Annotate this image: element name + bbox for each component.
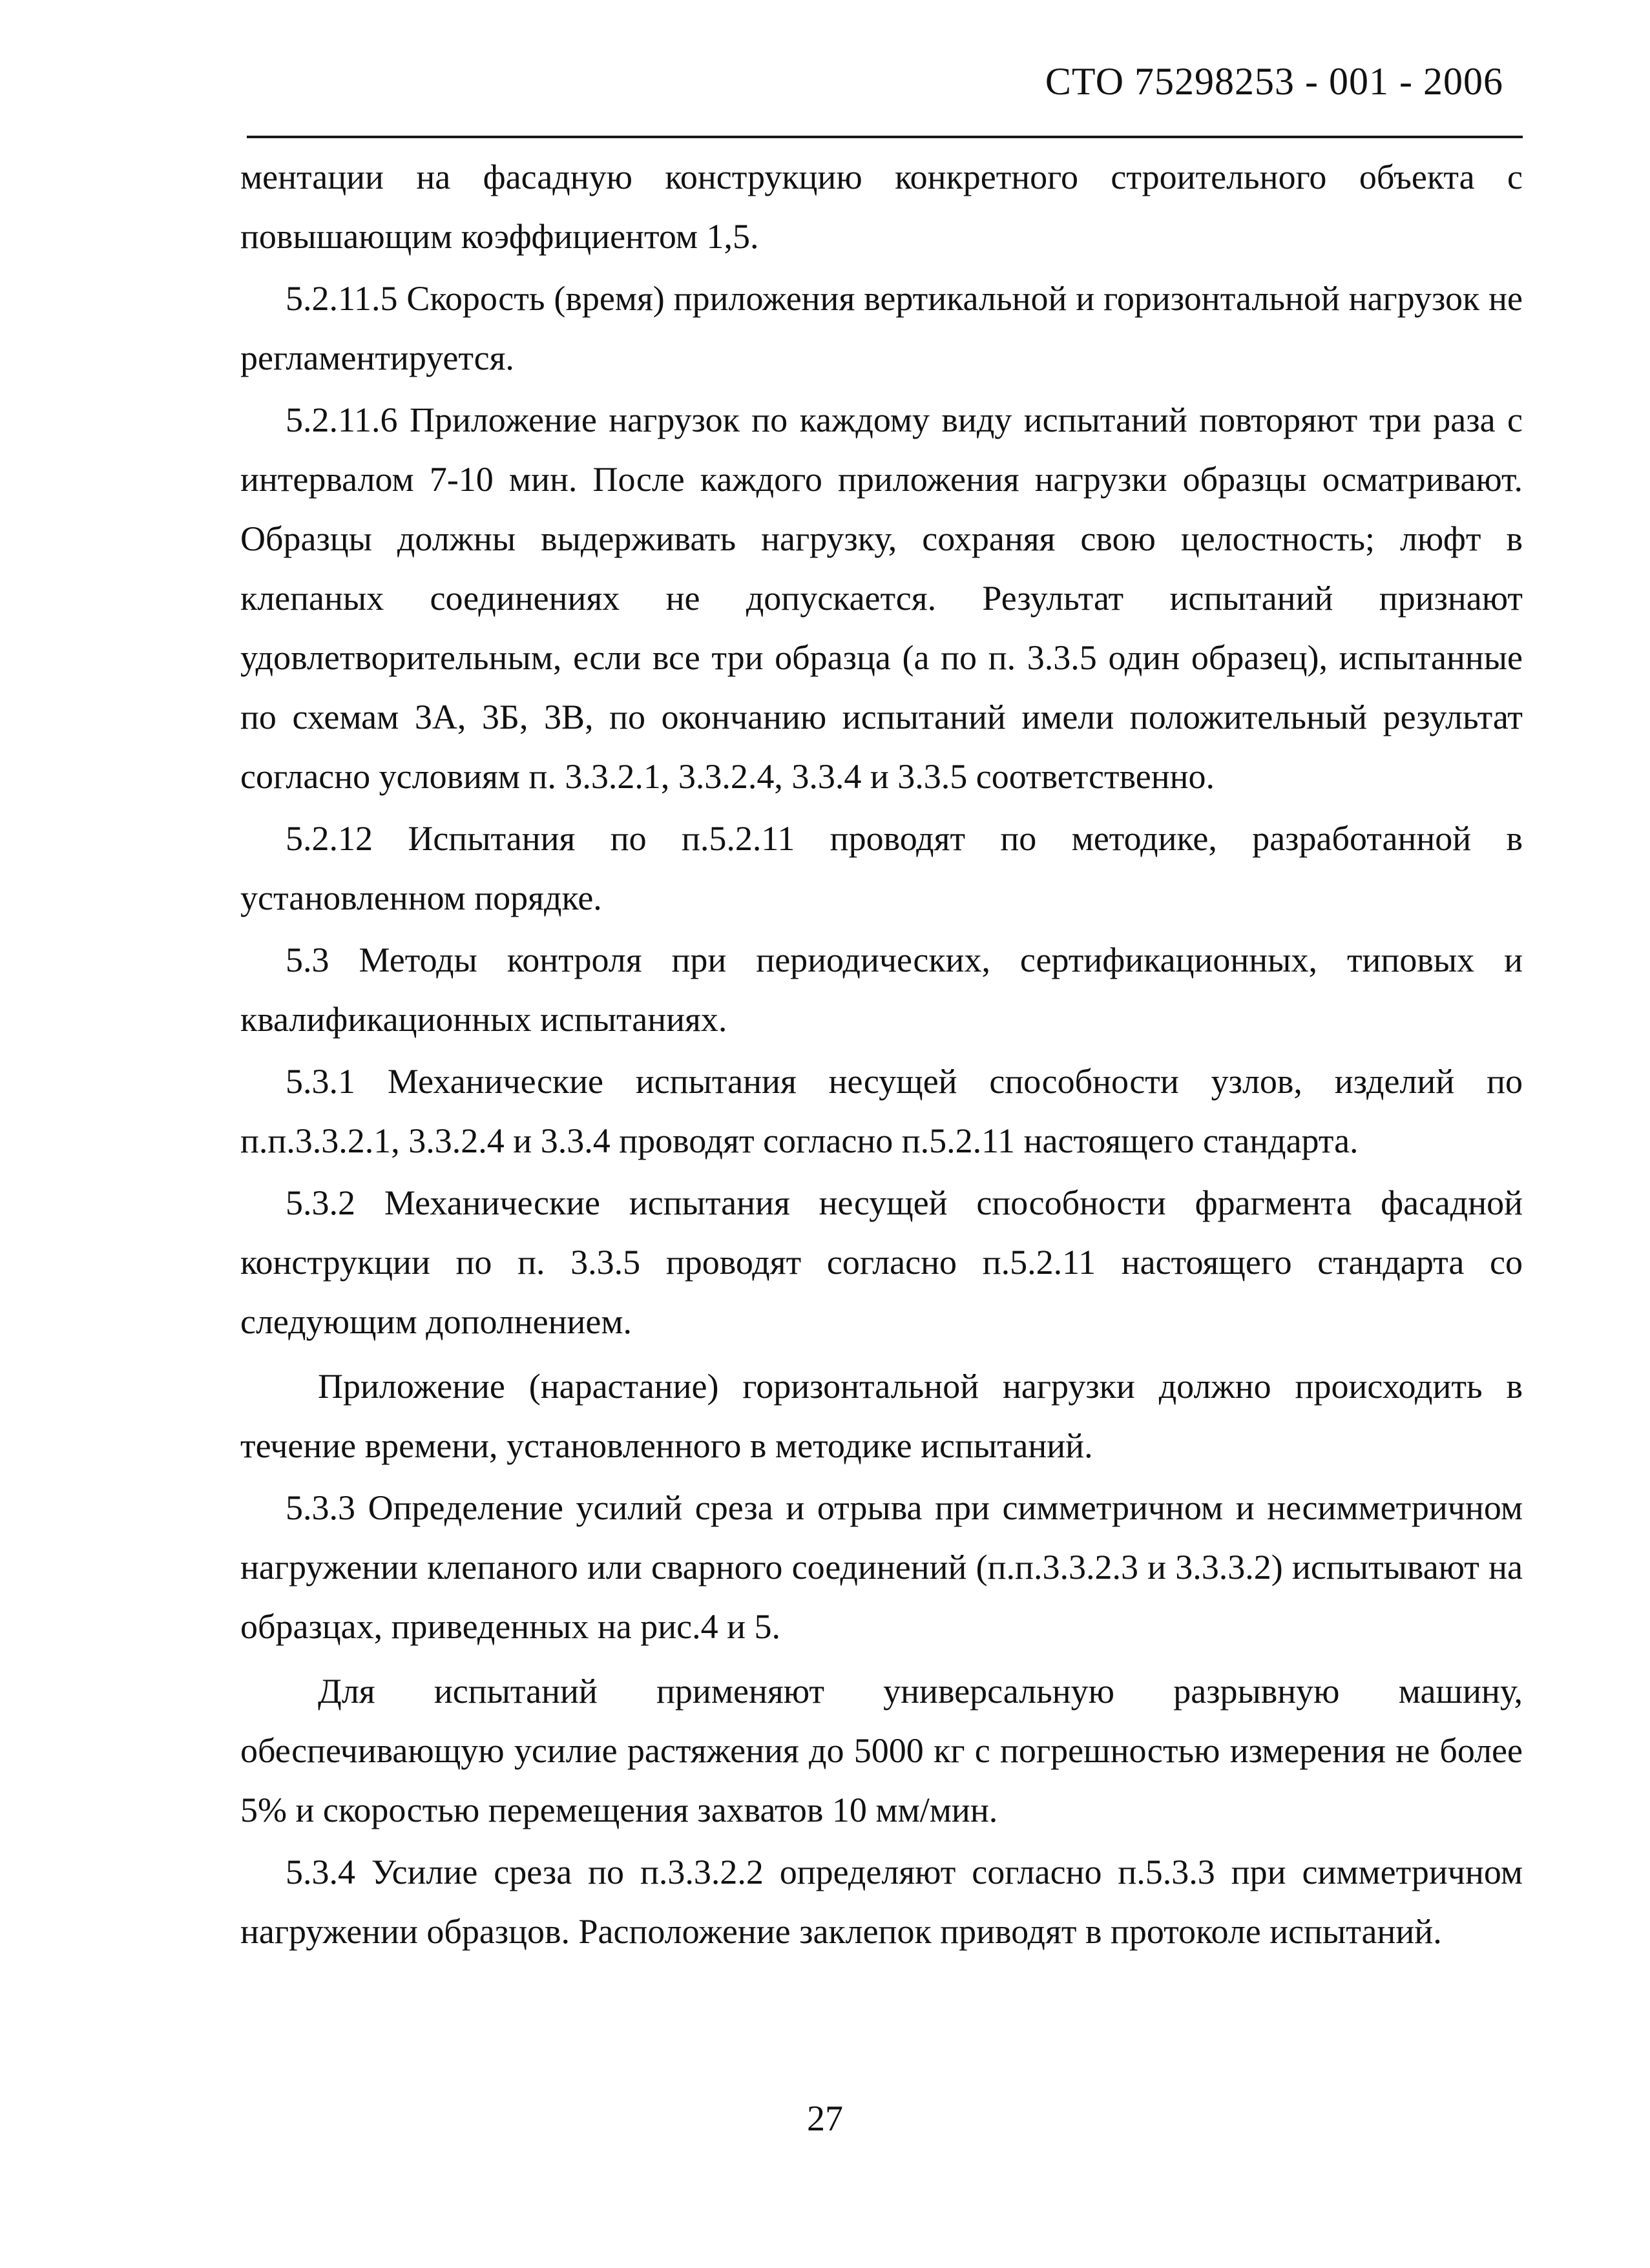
paragraph-5-3-2-addition: Приложение (нарастание) горизонтальной нагрузки должно происходить в течение времени, установленного в методике испытаний. <box>240 1367 1523 1465</box>
paragraph-continuation: ментации на фасадную конструкцию конкретного строительного объекта с повышающим коэффициентом 1,5. <box>240 158 1523 256</box>
page-number: 27 <box>807 2099 843 2139</box>
paragraph-5-2-11-5: 5.2.11.5 Скорость (время) приложения вертикальной и горизонтальной нагрузок не регламентируется. <box>240 279 1523 377</box>
document-body <box>240 147 1523 1961</box>
paragraph-5-3-2: 5.3.2 Механические испытания несущей способности фрагмента фасадной конструкции по п. 3.3.5 проводят согласно п.5.2.11 настоящего стандарта со следующим дополнением. <box>240 1183 1523 1341</box>
page-header <box>247 47 1523 138</box>
paragraph-5-3-3: 5.3.3 Определение усилий среза и отрыва при симметричном и несимметричном нагружении клепаного или сварного соединений (п.п.3.3.2.3 и 3.3.3.2) испытывают на образцах, приведенных на рис.4 и 5. <box>240 1488 1523 1646</box>
paragraph-5-2-12: 5.2.12 Испытания по п.5.2.11 проводят по методике, разработанной в установленном порядке. <box>240 819 1523 917</box>
paragraph-5-3-4: 5.3.4 Усилие среза по п.3.3.2.2 определяют согласно п.5.3.3 при симметричном нагружении образцов. Расположение заклепок приводят в протоколе испытаний. <box>240 1853 1523 1951</box>
paragraph-5-2-11-6: 5.2.11.6 Приложение нагрузок по каждому виду испытаний повторяют три раза с интервалом 7-10 мин. После каждого приложения нагрузки образцы осматривают. Образцы должны выдерживать нагрузку, сохраняя свою целостность; люфт в клепаных соединениях не допускается. Результат испытаний признают удовлетворительным, если все три образца (а по п. 3.3.5 один образец), испытанные по схемам 3А, 3Б, 3В, по окончанию испытаний имели положительный результат согласно условиям п. 3.3.2.1, 3.3.2.4, 3.3.4 и 3.3.5 соответственно. <box>240 401 1523 796</box>
paragraph-5-3: 5.3 Методы контроля при периодических, сертификационных, типовых и квалификационных испытаниях. <box>240 941 1523 1039</box>
document-code: СТО 75298253 - 001 - 2006 <box>1045 60 1503 103</box>
paragraph-5-3-1: 5.3.1 Механические испытания несущей способности узлов, изделий по п.п.3.3.2.1, 3.3.2.4 и 3.3.4 проводят согласно п.5.2.11 настоящего стандарта. <box>240 1062 1523 1160</box>
paragraph-5-3-3-equipment: Для испытаний применяют универсальную разрывную машину, обеспечивающую усилие растяжения до 5000 кг с погрешностью измерения не более 5% и скоростью перемещения захватов 10 мм/мин. <box>240 1672 1523 1829</box>
